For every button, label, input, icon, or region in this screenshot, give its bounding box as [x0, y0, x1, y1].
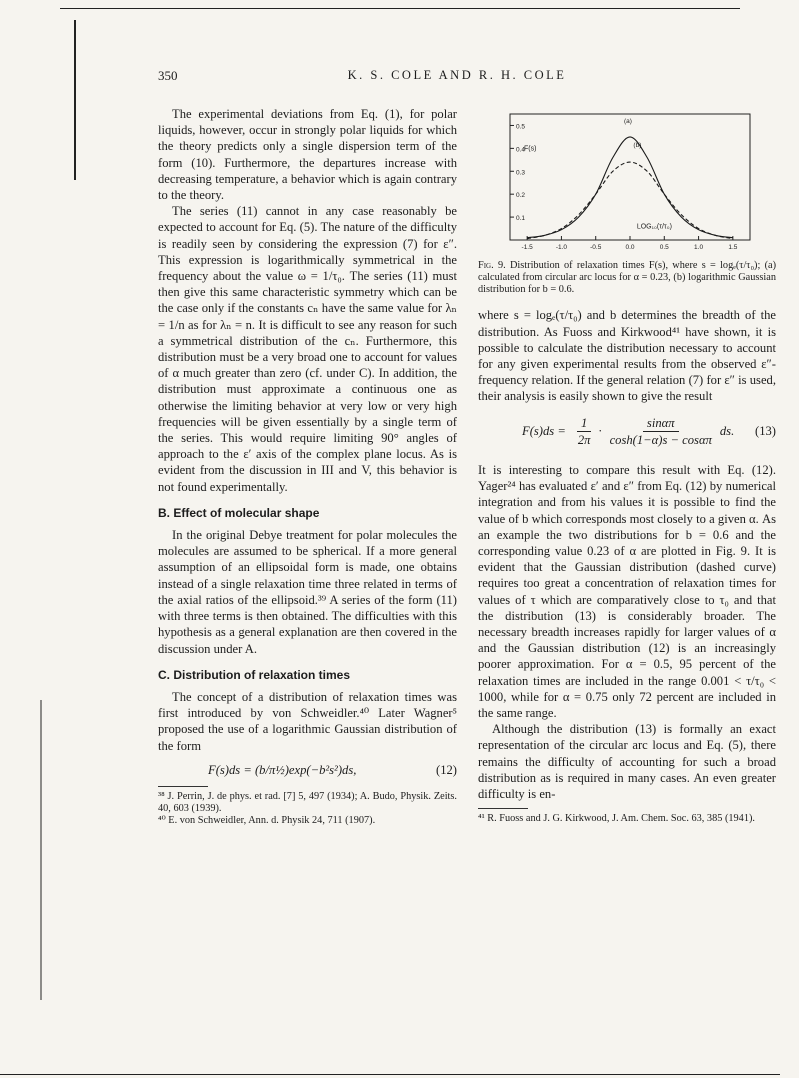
figure-9 [492, 106, 762, 256]
y-tick-label: 0.2 [516, 192, 526, 200]
y-tick-label: 0.5 [516, 123, 526, 131]
running-head: K. S. COLE AND R. H. COLE [347, 68, 567, 82]
scan-artifact-left [74, 20, 76, 180]
left-column [158, 106, 457, 956]
x-axis-label: LOG₁₀(τ/τ₀) [636, 223, 672, 231]
page-number: 350 [158, 68, 178, 83]
figure-caption [478, 260, 776, 295]
x-tick-label: -1.5 [521, 244, 533, 251]
x-tick-label: 1.0 [694, 244, 704, 251]
paragraph: It is interesting to compare this result with Eq. (12). Yager²⁴ has evaluated ε′ and ε″ from Eq. (12) by numerical integration and from his values it is possible to find the value of b which corresponds most closely to a given α. As an example the two distributions for b = 0.6 and the corresponding value 0.23 of α are plotted in Fig. 9. It is evident that the Gaussian distribution (dashed curve) requires too great a concentration of relaxation times for values of τ which are comparatively close to τ₀ and that the distribution (13) is considerably broader. The necessary breadth increases rapidly for larger values of α and the Gaussian distribution (12) is an increasingly poorer approximation. For α = 0.5, 95 percent of the relaxation times are included in the range 0.001 < τ/τ₀ < 1000, while for α = 0.75 only 72 percent are included in the same range. [478, 463, 776, 721]
scan-artifact-top [60, 8, 740, 9]
caption-label: Fig. 9. [478, 260, 506, 271]
y-tick-label: 0.1 [516, 215, 526, 223]
page-header [158, 68, 756, 86]
differential: ds. [719, 424, 735, 439]
paragraph: The series (11) cannot in any case reasonably be expected to account for Eq. (5). The nature of the difficulty is readily seen by considering the expression (7) for ε″. This expression is logarithmically symmetrical in the frequency about the value ω = 1/τ₀. The series (11) must then give this same characteristic symmetry which can be the case only if the constants cₙ have the same value for λₙ = 1/n as for λₙ = n. It is difficult to see any reason for such a symmetrical distribution of the cₙ. Furthermore, this distribution must be a very broad one to account for values of α much greater than zero (cf. under C). In addition, the distribution must approximate a continuous one as otherwise the limiting behavior at very low or very high frequencies will be given essentially by a single term of the series. This would require limiting 90° angles of approach to the ε′ axis of the complex plane locus. As is evident from the discussion in III and V, this behavior is not found experimentally. [158, 204, 457, 494]
numerator: sinαπ [643, 415, 679, 432]
scan-artifact-bottom [0, 1074, 780, 1075]
denominator: 2π [577, 432, 591, 447]
caption-text: Distribution of relaxation times F(s), where s = logₑ(τ/τ₀); (a) calculated from circular arc locus for α = 0.23, (b) logarithmic Gaussian distribution for b = 0.6. [478, 260, 777, 295]
x-tick-label: -0.5 [590, 244, 602, 251]
fraction-1 [574, 415, 595, 448]
equation-number: (12) [436, 762, 457, 777]
scan-artifact-left-lower [40, 700, 42, 1000]
fraction-2 [606, 415, 716, 448]
x-tick-label: -1.0 [555, 244, 568, 251]
paragraph: In the original Debye treatment for polar molecules the molecules are assumed to be spherical. If a more general assumption of an ellipsoidal form is made, one obtains instead of a single relaxation time three related in terms of the axial ratios of the ellipsoid.³⁹ A series of the form (11) with three terms is then obtained. The difficulties with this hypothesis as a general explanation are then covered in the discussion under A. [158, 528, 457, 656]
denominator: cosh(1−α)s − cosαπ [609, 432, 712, 447]
y-axis-label: F(s) [524, 145, 537, 153]
series-b-line [527, 162, 733, 239]
paragraph: Although the distribution (13) is formally an exact representation of the circular arc locus and Eq. (5), there remains the difficulty of accounting for such a broad distribution as is required in many cases. An even greater difficulty is en- [478, 722, 776, 802]
dot-operator: · [598, 424, 602, 439]
equation-13 [478, 415, 776, 448]
footnote-41: ⁴¹ R. Fuoss and J. G. Kirkwood, J. Am. Chem. Soc. 63, 385 (1941). [478, 813, 755, 825]
footnote-rule [158, 786, 208, 787]
right-column [478, 106, 776, 956]
paragraph: where s = logₑ(τ/τ₀) and b determines the breadth of the distribution. As Fuoss and Kirkwood⁴¹ have shown, it is possible to calculate the distribution necessary to account for any given experimental results from the observed ε″-frequency relation. If the general relation (7) for ε″ is used, their analysis is easily shown to give the result [478, 308, 776, 404]
x-tick-label: 0.5 [659, 244, 669, 251]
series-b-label: (b) [633, 142, 642, 150]
distribution-chart [492, 106, 762, 256]
x-tick-label: 0.0 [625, 244, 635, 251]
footnote-38: ³⁸ J. Perrin, J. de phys. et rad. [7] 5, 497 (1934); A. Budo, Physik. Zeits. 40, 603 (1939). [158, 790, 457, 814]
y-tick-label: 0.4 [516, 146, 526, 154]
x-tick-label: 1.5 [728, 244, 738, 251]
numerator: 1 [577, 415, 591, 432]
equation-number: (13) [755, 424, 776, 439]
footnote-rule [478, 808, 528, 809]
equation-lhs: F(s)ds = [522, 424, 566, 439]
footnote-40: ⁴⁰ E. von Schweidler, Ann. d. Physik 24, 711 (1907). [158, 814, 376, 826]
paragraph: The experimental deviations from Eq. (1), for polar liquids, however, occur in strongly polar liquids for which the theory predicts only a single dispersion term of the form (10). Furthermore, the departures increase with decreasing temperature, a behavior which is again contrary to the theory. [158, 107, 457, 203]
equation-12 [158, 762, 457, 778]
series-a-line [527, 137, 733, 238]
paragraph: The concept of a distribution of relaxation times was first introduced by von Schweidler.⁴⁰ Later Wagner⁵ proposed the use of a logarithmic Gaussian distribution of the form [158, 689, 457, 753]
plot-frame [510, 114, 750, 240]
equation-body: F(s)ds = (b/π½)exp(−b²s²)ds, [208, 762, 357, 777]
section-heading-b: B. Effect of molecular shape [158, 505, 320, 520]
y-tick-label: 0.3 [516, 169, 526, 177]
section-heading-c: C. Distribution of relaxation times [158, 667, 351, 682]
series-a-label: (a) [624, 118, 632, 126]
